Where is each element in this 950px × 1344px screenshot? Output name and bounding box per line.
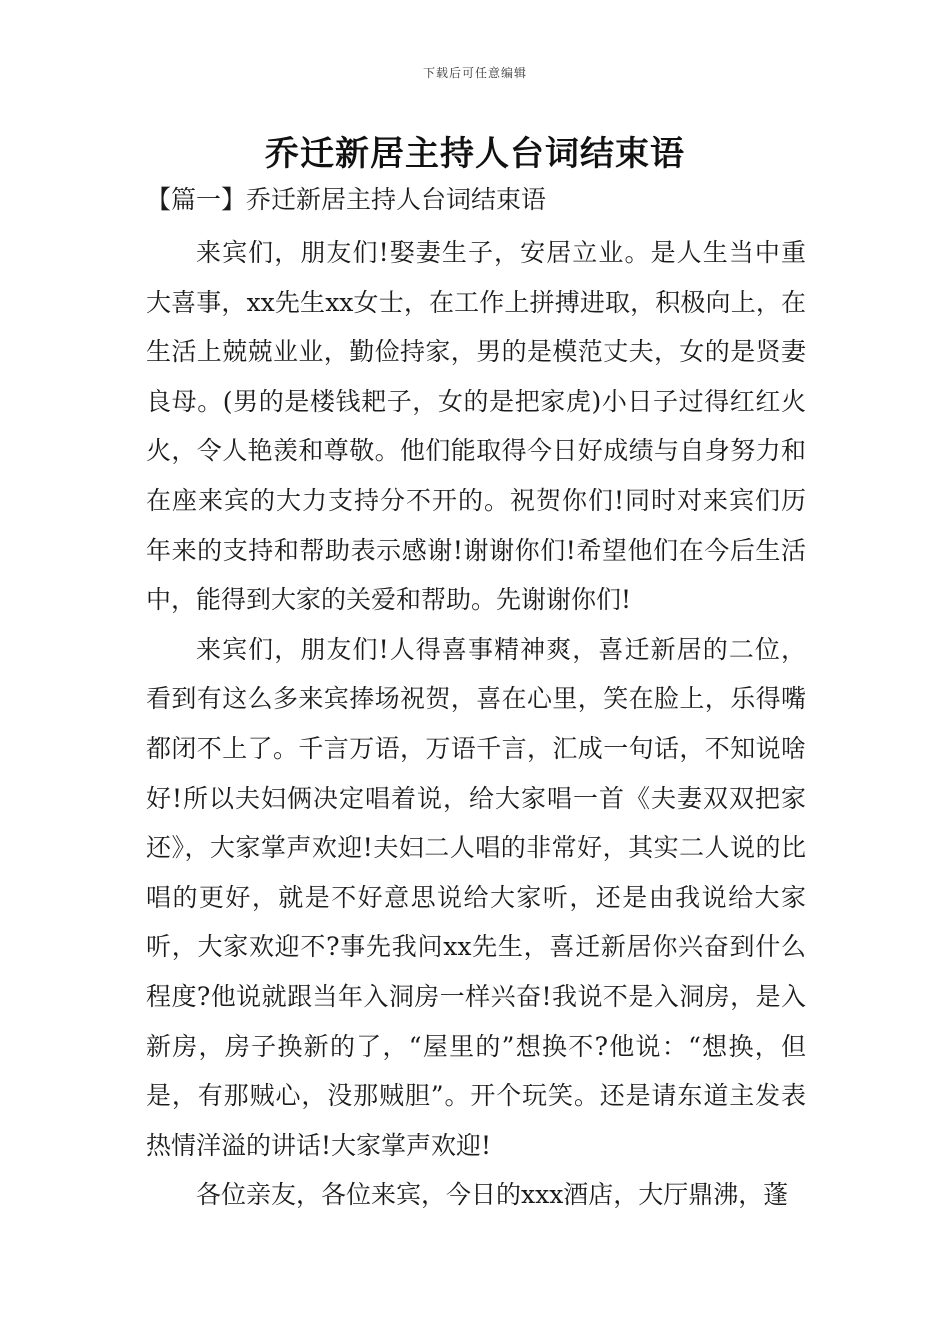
paragraph-1: 来宾们，朋友们!娶妻生子，安居立业。是人生当中重大喜事，xx先生xx女士，在工作上拼搏进取，积极向上，在生活上兢兢业业，勤俭持家，男的是模范丈夫，女的是贤妻良母。(男的是楼钱耙子，女的是把家虎)小日子过得红红火火，令人艳羡和尊敬。他们能取得今日好成绩与自身努力和在座来宾的大力支持分不开的。祝贺你们!同时对来宾们历年来的支持和帮助表示感谢!谢谢你们!希望他们在今后生活中，能得到大家的关爱和帮助。先谢谢你们! — [146, 238, 806, 615]
paragraph-3: 各位亲友，各位来宾，今日的xxx酒店，大厅鼎沸，蓬 — [196, 1180, 789, 1210]
paragraph-2: 来宾们，朋友们!人得喜事精神爽，喜迁新居的二位，看到有这么多来宾捧场祝贺，喜在心里，笑在脸上，乐得嘴都闭不上了。千言万语，万语千言，汇成一句话，不知说啥好!所以夫妇俩决定唱着说，给大家唱一首《夫妻双双把家还》，大家掌声欢迎!夫妇二人唱的非常好，其实二人说的比唱的更好，就是不好意思说给大家听，还是由我说给大家听，大家欢迎不?事先我问xx先生，喜迁新居你兴奋到什么程度?他说就跟当年入洞房一样兴奋!我说不是入洞房，是入新房，房子换新的了，“屋里的”想换不?他说：“想换，但是，有那贼心，没那贼胆”。开个玩笑。还是请东道主发表热情洋溢的讲话!大家掌声欢迎! — [146, 634, 806, 1160]
header-note: 下载后可任意编辑 — [422, 66, 527, 80]
section-heading: 【篇一】乔迁新居主持人台词结束语 — [146, 185, 547, 214]
document-body — [146, 228, 806, 1220]
document-title: 乔迁新居主持人台词结束语 — [265, 134, 685, 174]
